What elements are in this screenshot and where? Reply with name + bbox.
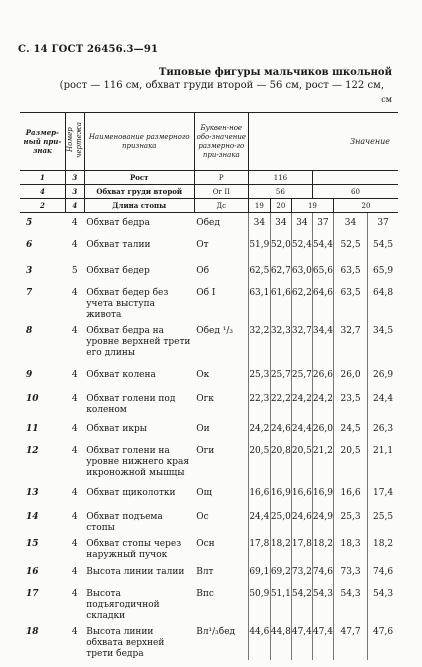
meta-value: 20: [333, 199, 398, 213]
table-row: [20, 419, 398, 441]
row-drawing: 4: [71, 369, 78, 380]
meta-value: 116: [248, 171, 312, 185]
row-value: 64,8: [368, 283, 398, 321]
row-value: 64,6: [312, 283, 333, 321]
row-value: 18,2: [368, 534, 398, 562]
row-value: 26,0: [333, 365, 367, 389]
meta-row-chest: [20, 185, 398, 199]
row-drawing: 4: [71, 626, 78, 637]
table-row: [20, 622, 398, 660]
row-value: 22,2: [270, 389, 291, 419]
row-name: Обхват бедра: [86, 218, 150, 228]
row-value: 54,3: [368, 584, 398, 622]
meta-num: 1: [20, 171, 65, 185]
row-name: Обхват бедер: [86, 265, 150, 276]
row-value: 47,6: [368, 622, 398, 660]
row-value: 54,3: [333, 584, 367, 622]
table-row: [20, 235, 398, 261]
table-subtitle: (рост — 116 см, обхват груди второй — 56 см, рост — 122 см,: [59, 80, 384, 91]
row-value: 24,6: [270, 419, 291, 441]
row-value: 37: [368, 213, 398, 235]
row-value: 32,7: [333, 321, 367, 365]
row-num: 17: [26, 588, 39, 599]
row-value: 25,3: [333, 507, 367, 534]
row-value: 74,6: [312, 562, 333, 584]
table-row: [20, 507, 398, 534]
row-value: 47,7: [333, 622, 367, 660]
row-symbol: Оги: [194, 441, 248, 483]
row-value: 44,8: [270, 622, 291, 660]
row-num: 14: [26, 511, 39, 522]
row-symbol: Обед ¹/₃: [194, 321, 248, 365]
row-drawing: 4: [71, 487, 78, 498]
row-value: 50,9: [249, 588, 270, 599]
meta-value: 20: [270, 199, 291, 213]
row-value: 47,4: [291, 622, 312, 660]
row-name: Высота линии обхвата верхней трети бедра: [86, 626, 165, 659]
row-value: 23,5: [333, 389, 367, 419]
row-value: 20,5: [333, 441, 367, 483]
row-value: 18,2: [312, 534, 333, 562]
row-value: 24,6: [291, 507, 312, 534]
meta-symbol: Дс: [194, 199, 248, 213]
header-symbol: Буквен-ное обо-значение размерно-го при-знака: [194, 113, 248, 171]
table-row: [20, 213, 398, 235]
meta-row-height: [20, 171, 398, 185]
row-value: 69,2: [270, 562, 291, 584]
row-value: 51,1: [270, 584, 291, 622]
row-drawing: 5: [71, 265, 78, 276]
meta-num: 4: [20, 185, 65, 199]
row-value: 24,4: [368, 389, 398, 419]
row-value: 54,3: [312, 584, 333, 622]
header-num: Размер-ный при-знак: [20, 113, 65, 171]
row-name: Обхват голени на уровне нижнего края икроножной мышцы: [86, 445, 190, 478]
row-value: 20,8: [270, 441, 291, 483]
row-drawing: 4: [71, 511, 78, 522]
row-name: Обхват бедра на уровне верхней трети его длины: [86, 325, 191, 358]
meta-value: 19: [291, 199, 333, 213]
row-drawing: 4: [71, 445, 78, 456]
row-name: Обхват голени под коленом: [86, 393, 176, 415]
row-value: 17,4: [368, 483, 398, 507]
row-value: 34: [270, 213, 291, 235]
row-value: 24,2: [291, 389, 312, 419]
table-row: [20, 441, 398, 483]
row-num: 9: [26, 369, 33, 380]
row-value: 32,3: [270, 321, 291, 365]
row-value: 24,9: [312, 507, 333, 534]
row-num: 16: [26, 566, 39, 577]
row-num: 18: [26, 626, 39, 637]
row-value: 32,7: [291, 321, 312, 365]
row-value: 26,9: [368, 365, 398, 389]
meta-drawing: 4: [65, 199, 84, 213]
meta-symbol: Ог II: [194, 185, 248, 199]
meta-value: [312, 171, 398, 185]
row-value: 63,0: [291, 261, 312, 283]
row-value: 74,6: [368, 562, 398, 584]
table-row: [20, 562, 398, 584]
row-name: Высота подъягодичной складки: [86, 588, 160, 621]
table-row: [20, 389, 398, 419]
row-value: 47,4: [312, 622, 333, 660]
row-value: 37: [312, 213, 333, 235]
row-value: 65,9: [368, 261, 398, 283]
row-value: 25,5: [368, 507, 398, 534]
row-symbol: Вл¹/₃бед: [194, 622, 248, 660]
row-symbol: От: [194, 235, 248, 261]
meta-name: Обхват груди второй: [84, 185, 194, 199]
row-num: 5: [26, 218, 33, 228]
meta-value: 19: [248, 199, 270, 213]
row-name: Обхват подъема стопы: [86, 511, 163, 533]
row-value: 21,2: [312, 441, 333, 483]
row-value: 20,5: [291, 441, 312, 483]
row-value: 17,8: [291, 534, 312, 562]
row-value: 24,2: [312, 389, 333, 419]
row-num: 8: [26, 325, 33, 336]
row-drawing: 4: [71, 588, 78, 599]
table-row: [20, 365, 398, 389]
row-value: 32,2: [249, 325, 270, 336]
row-value: 18,3: [333, 534, 367, 562]
row-value: 26,6: [312, 365, 333, 389]
row-symbol: Ощ: [194, 483, 248, 507]
header-drawing: Номер чертежа: [65, 113, 84, 171]
row-value: 24,2: [249, 423, 270, 434]
row-value: 34,5: [368, 321, 398, 365]
row-value: 26,0: [312, 419, 333, 441]
row-value: 17,8: [249, 538, 270, 549]
row-num: 11: [26, 423, 39, 434]
row-symbol: Ок: [194, 365, 248, 389]
row-drawing: 4: [71, 423, 78, 434]
row-value: 16,9: [270, 483, 291, 507]
header-values: Значение: [248, 113, 398, 171]
row-name: Обхват щиколотки: [86, 487, 176, 498]
row-symbol: Об: [194, 261, 248, 283]
row-num: 3: [26, 265, 33, 276]
row-value: 16,9: [312, 483, 333, 507]
row-num: 15: [26, 538, 39, 549]
row-value: 34,4: [312, 321, 333, 365]
meta-value: 60: [312, 185, 398, 199]
row-name: Обхват бедер без учета выступа живота: [86, 287, 169, 320]
row-value: 54,4: [312, 235, 333, 261]
table-row: [20, 321, 398, 365]
table-row: [20, 483, 398, 507]
row-value: 65,6: [312, 261, 333, 283]
header-name: Наименование размерного признака: [84, 113, 194, 171]
row-value: 62,7: [270, 261, 291, 283]
row-value: 62,2: [291, 283, 312, 321]
row-drawing: 4: [71, 239, 78, 250]
row-name: Обхват колена: [86, 369, 156, 380]
row-name: Обхват икры: [86, 423, 147, 434]
row-drawing: 4: [71, 287, 78, 298]
row-value: 63,1: [249, 287, 270, 298]
row-value: 34: [253, 218, 266, 228]
measurements-table: [20, 112, 398, 660]
row-value: 16,6: [249, 487, 270, 498]
row-drawing: 4: [71, 566, 78, 577]
row-value: 21,1: [368, 441, 398, 483]
row-value: 25,3: [249, 369, 270, 380]
row-value: 52,5: [333, 235, 367, 261]
row-value: 20,5: [249, 445, 270, 456]
row-value: 44,6: [249, 626, 270, 637]
row-num: 6: [26, 239, 33, 250]
row-symbol: Огк: [194, 389, 248, 419]
table-row: [20, 283, 398, 321]
row-drawing: 4: [71, 325, 78, 336]
row-value: 54,2: [291, 584, 312, 622]
row-value: 22,3: [249, 393, 270, 404]
row-value: 73,2: [291, 562, 312, 584]
row-value: 69,1: [249, 566, 270, 577]
table-row: [20, 584, 398, 622]
meta-drawing: 3: [65, 185, 84, 199]
page-header: С. 14 ГОСТ 26456.3—91: [18, 44, 159, 55]
meta-row-foot: [20, 199, 398, 213]
row-symbol: Ос: [194, 507, 248, 534]
row-num: 13: [26, 487, 39, 498]
row-symbol: Ои: [194, 419, 248, 441]
row-value: 24,4: [249, 511, 270, 522]
row-symbol: Влт: [194, 562, 248, 584]
row-name: Обхват талии: [86, 239, 151, 250]
row-value: 51,9: [249, 239, 270, 250]
table-title: Типовые фигуры мальчиков школьной: [158, 67, 392, 78]
row-value: 24,4: [291, 419, 312, 441]
row-value: 24,5: [333, 419, 367, 441]
row-drawing: 4: [71, 218, 78, 228]
row-value: 16,6: [333, 483, 367, 507]
row-value: 54,5: [368, 235, 398, 261]
row-symbol: Об I: [194, 283, 248, 321]
row-value: 63,5: [333, 261, 367, 283]
row-name: Высота линии талии: [86, 566, 185, 577]
meta-name: Рост: [84, 171, 194, 185]
row-value: 26,3: [368, 419, 398, 441]
meta-name: Длина стопы: [84, 199, 194, 213]
row-value: 62,5: [249, 265, 270, 276]
row-name: Обхват стопы через наружный пучок: [86, 538, 182, 560]
row-value: 18,2: [270, 534, 291, 562]
row-value: 25,0: [270, 507, 291, 534]
row-num: 10: [26, 393, 39, 404]
row-drawing: 4: [71, 538, 78, 549]
row-value: 52,0: [270, 235, 291, 261]
table-row: [20, 534, 398, 562]
row-symbol: Осн: [194, 534, 248, 562]
meta-symbol: Р: [194, 171, 248, 185]
row-value: 16,6: [291, 483, 312, 507]
row-value: 34: [291, 213, 312, 235]
table-row: [20, 261, 398, 283]
row-value: 52,4: [291, 235, 312, 261]
meta-value: 56: [248, 185, 312, 199]
row-num: 12: [26, 445, 39, 456]
row-value: 61,6: [270, 283, 291, 321]
row-num: 7: [26, 287, 33, 298]
row-value: 34: [333, 213, 367, 235]
meta-drawing: 3: [65, 171, 84, 185]
meta-num: 2: [20, 199, 65, 213]
row-drawing: 4: [71, 393, 78, 404]
row-symbol: Впс: [194, 584, 248, 622]
table-header-row: [20, 113, 398, 171]
row-value: 63,5: [333, 283, 367, 321]
row-value: 73,3: [333, 562, 367, 584]
row-value: 25,7: [291, 365, 312, 389]
row-value: 25,7: [270, 365, 291, 389]
unit-label: см: [381, 95, 392, 104]
row-symbol: Обед: [194, 213, 248, 235]
